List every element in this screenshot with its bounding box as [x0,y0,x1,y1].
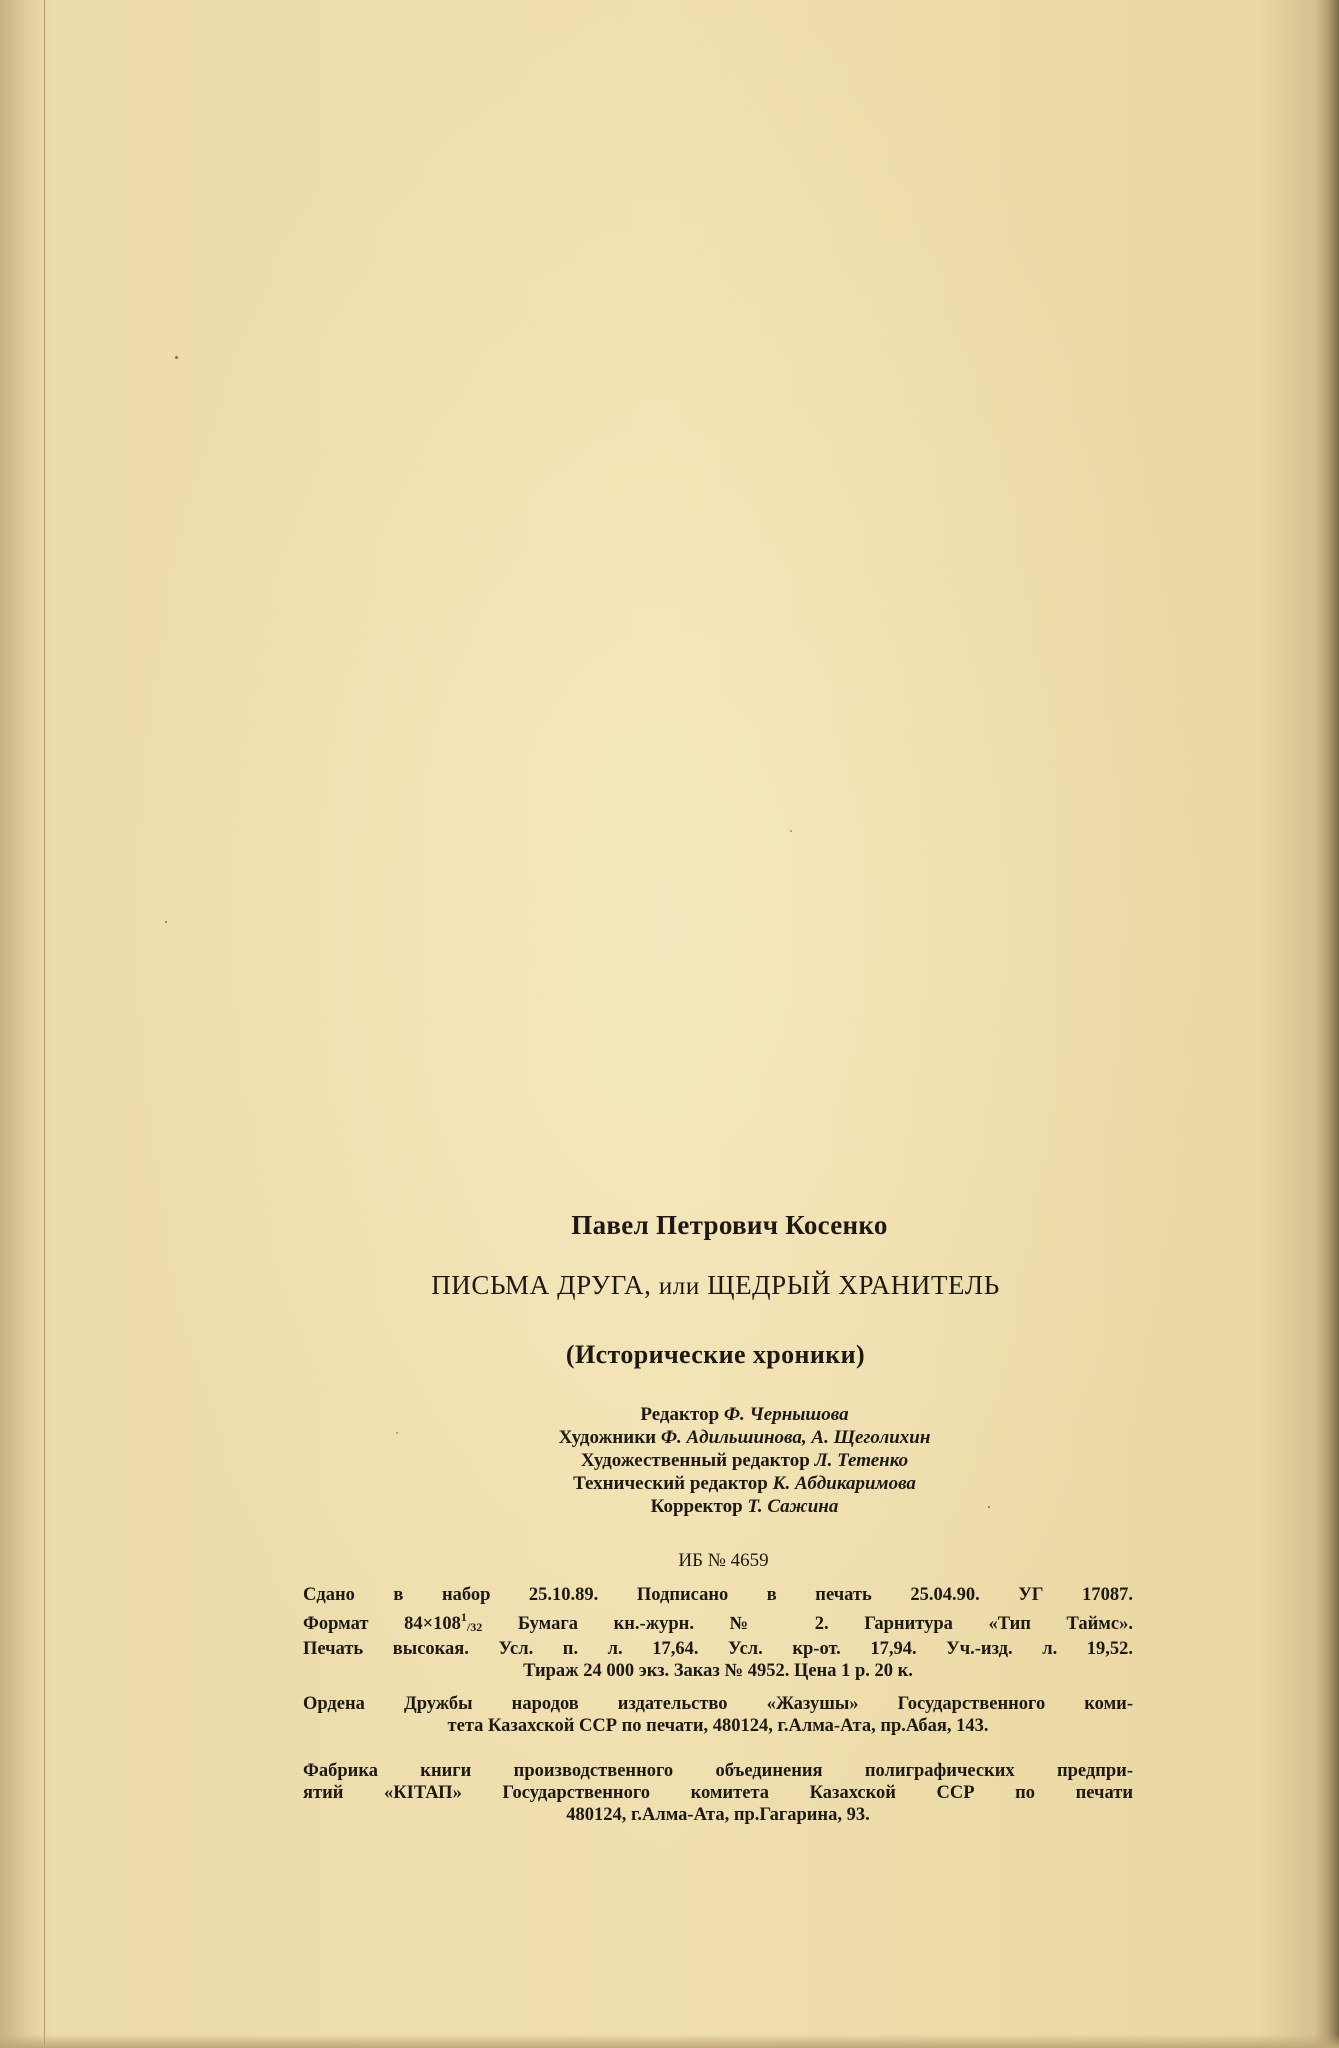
credit-role: Технический редактор [573,1473,768,1494]
publisher-line: Ордена Дружбы народов издательство «Жазушы» Государственного коми- [303,1694,1133,1714]
publisher-block [303,1693,1133,1737]
print-data-block [303,1584,1133,1682]
title-main: ПИСЬМА ДРУГА, [431,1270,652,1300]
credits-list [0,1403,1339,1518]
credit-art-editor [150,1449,1339,1472]
credit-person: К. Абдикаримова [772,1473,916,1494]
print-data-line: Печать высокая. Усл. п. л. 17,64. Усл. кр-от. 17,94. Уч.-изд. л. 19,52. [303,1639,1133,1659]
credit-person: Ф. Чернышова [723,1404,849,1425]
paper-speck [175,356,178,359]
paper-and-typeface: Бумага кн.-журн. № 2. Гарнитура «Тип Таймс». [517,1614,1133,1634]
credit-role: Корректор [650,1496,743,1517]
factory-line: ятий «КІТАП» Государственного комитета Казахской ССР по печати [303,1783,1133,1803]
format-fraction-numerator: 1 [460,1610,467,1624]
credit-artists [150,1426,1339,1449]
author-name: Павел Петрович Косенко [571,1210,888,1240]
page-right-edge [1313,0,1339,2048]
credit-person: Ф. Адильшинова, А. Щеголихин [660,1427,931,1448]
book-title [0,1270,1339,1301]
credit-role: Редактор [640,1404,720,1425]
print-data-format-line [303,1606,1133,1638]
publisher-line: тета Казахской ССР по печати, 480124, г.Алма-Ата, пр.Абая, 143. [447,1716,989,1736]
credit-person: Т. Сажина [747,1496,839,1517]
credit-role: Художники [558,1427,657,1448]
ib-number: ИБ № 4659 [678,1550,769,1571]
format-value: Формат 84×108 [303,1614,461,1634]
credit-role: Художественный редактор [580,1450,810,1471]
credit-proofreader [150,1495,1339,1518]
paper-speck [165,921,167,923]
book-subtitle: (Исторические хроники) [565,1340,866,1369]
page-bottom-edge [0,2034,1339,2048]
format-fraction-denominator: /32 [466,1620,483,1634]
print-data-line: Тираж 24 000 экз. Заказ № 4952. Цена 1 р. 20 к. [523,1661,913,1681]
credit-technical-editor [150,1472,1339,1495]
paper-speck [790,830,792,832]
title-rest: ЩЕДРЫЙ ХРАНИТЕЛЬ [707,1270,1000,1300]
factory-line: 480124, г.Алма-Ата, пр.Гагарина, 93. [566,1805,870,1825]
page-spine-edge [0,0,45,2048]
print-data-line: Сдано в набор 25.10.89. Подписано в печать 25.04.90. УГ 17087. [303,1585,1133,1605]
credit-person: Л. Тетенко [814,1450,909,1471]
printing-factory-block [303,1760,1133,1826]
credit-editor [150,1403,1339,1426]
factory-line: Фабрика книги производственного объединения полиграфических предпри- [303,1761,1133,1781]
title-conjunction: или [658,1273,700,1300]
